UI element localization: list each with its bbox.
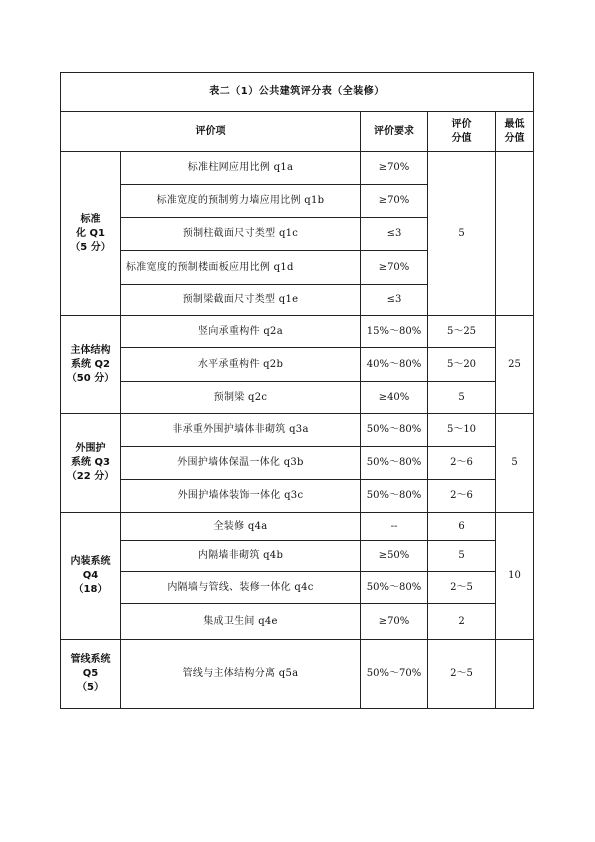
item-q4c: 内隔墙与管线、装修一体化 q4c bbox=[121, 572, 361, 604]
item-q2c: 预制梁 q2c bbox=[121, 382, 361, 414]
requirement-q4b: ≥50% bbox=[361, 541, 428, 572]
category-q3: 外围护 系统 Q3 （22 分） bbox=[61, 414, 121, 513]
score-q2a: 5～25 bbox=[428, 316, 496, 348]
score-q2b: 5～20 bbox=[428, 348, 496, 382]
requirement-q2c: ≥40% bbox=[361, 382, 428, 414]
min-score-q5 bbox=[496, 640, 534, 709]
item-q1c: 预制柱截面尺寸类型 q1c bbox=[121, 218, 361, 251]
requirement-q3a: 50%～80% bbox=[361, 414, 428, 447]
requirement-q4c: 50%～80% bbox=[361, 572, 428, 604]
header-score: 评价 分值 bbox=[428, 112, 496, 152]
score-q3c: 2～6 bbox=[428, 480, 496, 513]
item-q1b: 标准宽度的预制剪力墙应用比例 q1b bbox=[121, 185, 361, 218]
requirement-q3c: 50%～80% bbox=[361, 480, 428, 513]
requirement-q4a: -- bbox=[361, 513, 428, 541]
score-q4c: 2～5 bbox=[428, 572, 496, 604]
requirement-q4e: ≥70% bbox=[361, 604, 428, 640]
score-q4b: 5 bbox=[428, 541, 496, 572]
item-q4e: 集成卫生间 q4e bbox=[121, 604, 361, 640]
item-q3c: 外围护墙体装饰一体化 q3c bbox=[121, 480, 361, 513]
requirement-q2a: 15%～80% bbox=[361, 316, 428, 348]
item-q2a: 竖向承重构件 q2a bbox=[121, 316, 361, 348]
item-q4b: 内隔墙非砌筑 q4b bbox=[121, 541, 361, 572]
score-q2c: 5 bbox=[428, 382, 496, 414]
requirement-q1d: ≥70% bbox=[361, 251, 428, 285]
item-q5a: 管线与主体结构分离 q5a bbox=[121, 640, 361, 709]
requirement-q2b: 40%～80% bbox=[361, 348, 428, 382]
table-title: 表二（1）公共建筑评分表（全装修） bbox=[61, 73, 534, 112]
requirement-q1a: ≥70% bbox=[361, 152, 428, 185]
category-q1: 标准 化 Q1 （5 分） bbox=[61, 152, 121, 316]
min-score-q3: 5 bbox=[496, 414, 534, 513]
score-table bbox=[60, 72, 534, 709]
min-score-q4: 10 bbox=[496, 513, 534, 640]
category-q2: 主体结构 系统 Q2 （50 分） bbox=[61, 316, 121, 414]
score-q4a: 6 bbox=[428, 513, 496, 541]
score-q3b: 2～6 bbox=[428, 447, 496, 480]
requirement-q5a: 50%～70% bbox=[361, 640, 428, 709]
score-q3a: 5～10 bbox=[428, 414, 496, 447]
min-score-q1 bbox=[496, 152, 534, 316]
score-q4e: 2 bbox=[428, 604, 496, 640]
header-item: 评价项 bbox=[61, 112, 361, 152]
item-q3b: 外围护墙体保温一体化 q3b bbox=[121, 447, 361, 480]
category-q4: 内装系统 Q4 （18） bbox=[61, 513, 121, 640]
item-q1e: 预制梁截面尺寸类型 q1e bbox=[121, 285, 361, 316]
score-q5a: 2～5 bbox=[428, 640, 496, 709]
score-q1: 5 bbox=[428, 152, 496, 316]
requirement-q1c: ≤3 bbox=[361, 218, 428, 251]
category-q5: 管线系统 Q5 （5） bbox=[61, 640, 121, 709]
header-min-score: 最低 分值 bbox=[496, 112, 534, 152]
min-score-q2: 25 bbox=[496, 316, 534, 414]
header-requirement: 评价要求 bbox=[361, 112, 428, 152]
item-q1d: 标准宽度的预制楼面板应用比例 q1d bbox=[121, 251, 361, 285]
item-q4a: 全装修 q4a bbox=[121, 513, 361, 541]
requirement-q3b: 50%～80% bbox=[361, 447, 428, 480]
item-q3a: 非承重外围护墙体非砌筑 q3a bbox=[121, 414, 361, 447]
item-q2b: 水平承重构件 q2b bbox=[121, 348, 361, 382]
requirement-q1e: ≤3 bbox=[361, 285, 428, 316]
requirement-q1b: ≥70% bbox=[361, 185, 428, 218]
item-q1a: 标准柱网应用比例 q1a bbox=[121, 152, 361, 185]
